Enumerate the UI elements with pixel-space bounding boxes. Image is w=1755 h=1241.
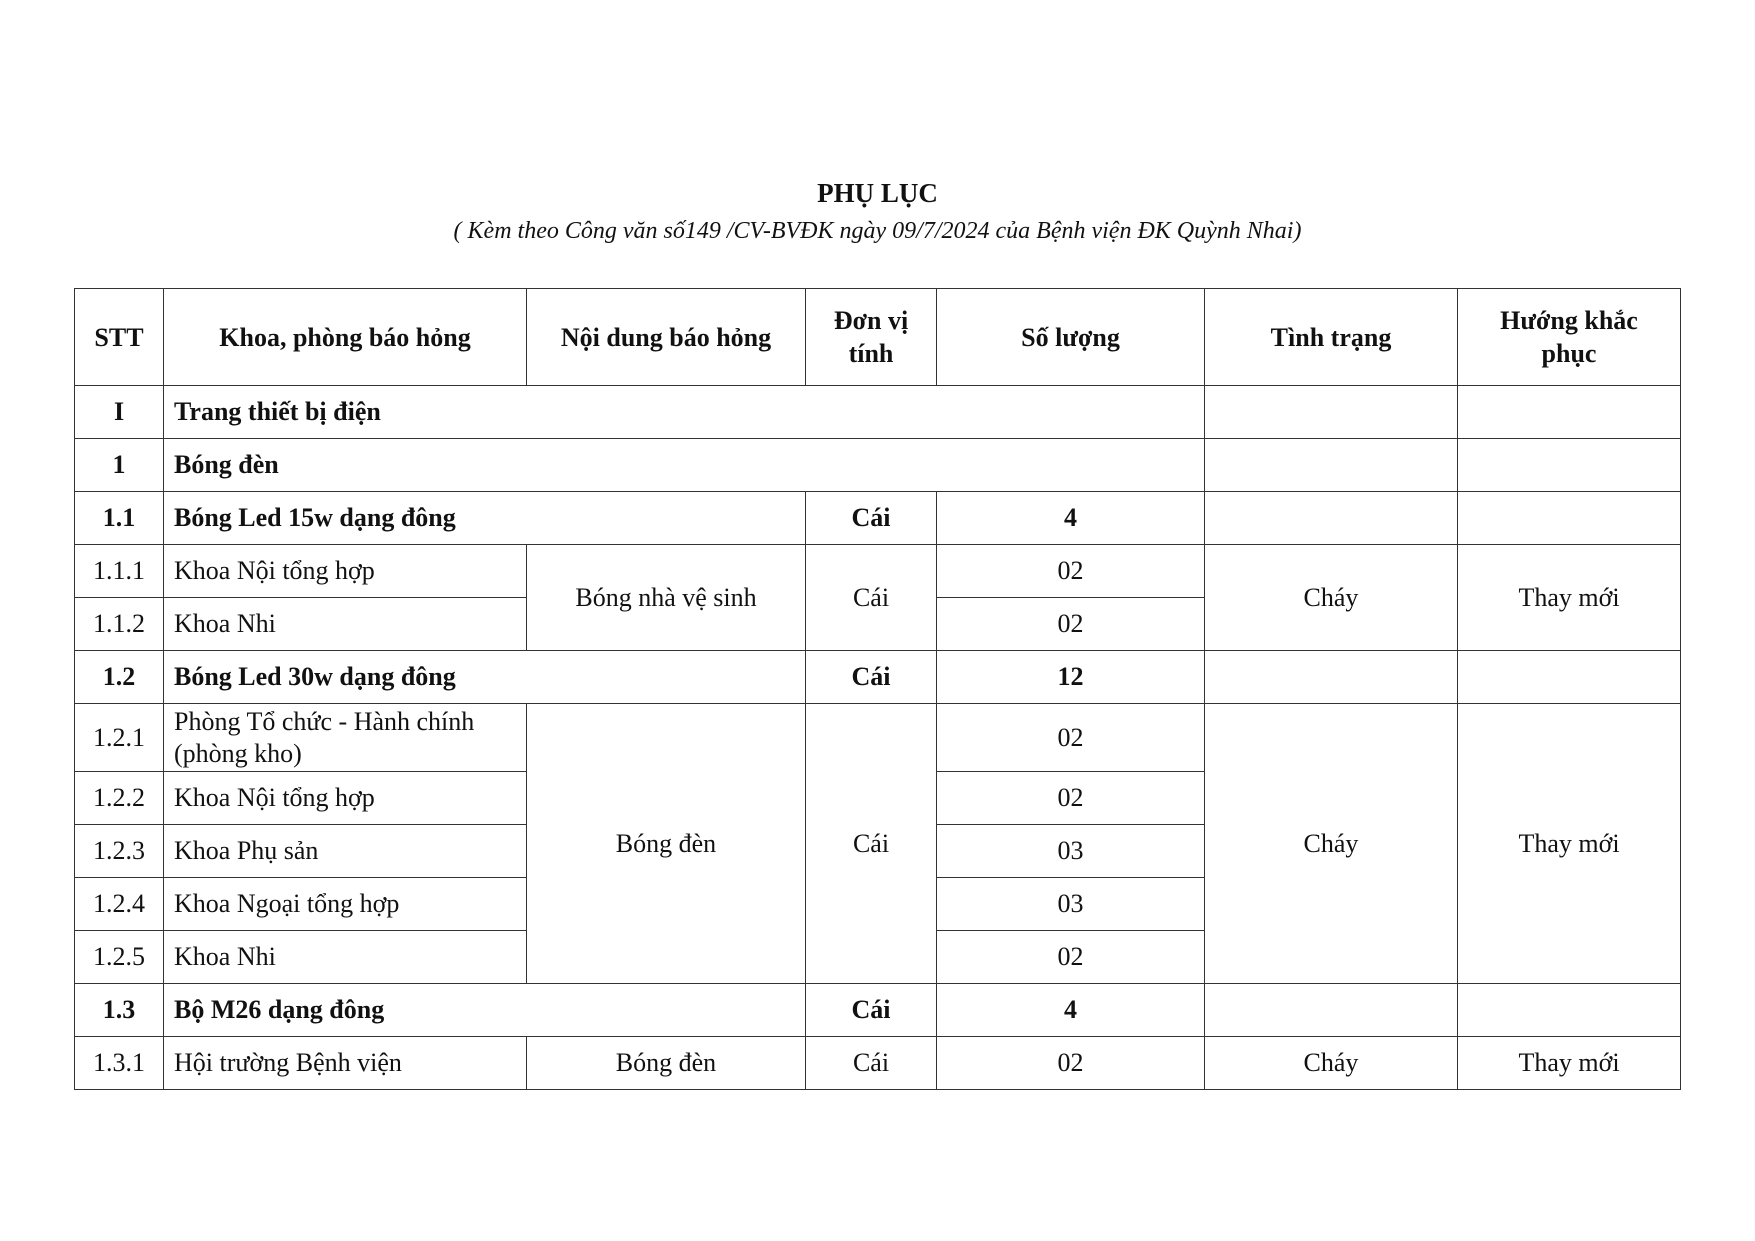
group-label: Bóng đèn (164, 439, 1205, 492)
subgroup-unit: Cái (806, 984, 937, 1037)
report-table (74, 288, 1681, 1090)
row-dept: Khoa Phụ sản (164, 825, 527, 878)
header-row (75, 289, 1681, 386)
group-stt: 1 (75, 439, 164, 492)
row-content: Bóng đèn (527, 704, 806, 984)
row-stt: 1.2.2 (75, 772, 164, 825)
header-unit-line2: tính (848, 339, 894, 368)
group-row (75, 439, 1681, 492)
subgroup-unit: Cái (806, 492, 937, 545)
row-qty: 02 (937, 704, 1205, 772)
table-row (75, 545, 1681, 598)
row-stt: 1.1.2 (75, 598, 164, 651)
row-qty: 02 (937, 545, 1205, 598)
empty-cell (1205, 984, 1458, 1037)
subgroup-qty: 4 (937, 492, 1205, 545)
row-stt: 1.2.5 (75, 931, 164, 984)
row-unit: Cái (806, 1037, 937, 1090)
header-fix (1458, 289, 1681, 386)
empty-cell (1458, 651, 1681, 704)
subgroup-label: Bóng Led 15w dạng đông (164, 492, 806, 545)
header-dept: Khoa, phòng báo hỏng (164, 289, 527, 386)
subgroup-stt: 1.3 (75, 984, 164, 1037)
row-stt: 1.2.4 (75, 878, 164, 931)
document-title: PHỤ LỤC (817, 178, 938, 208)
empty-cell (1205, 386, 1458, 439)
header-unit-line1: Đơn vị (833, 306, 909, 335)
header-status: Tình trạng (1205, 289, 1458, 386)
row-qty: 02 (937, 598, 1205, 651)
row-status: Cháy (1205, 545, 1458, 651)
table-row (75, 1037, 1681, 1090)
subgroup-row (75, 651, 1681, 704)
table-row (75, 704, 1681, 772)
row-dept: Khoa Ngoại tổng hợp (164, 878, 527, 931)
subgroup-row (75, 492, 1681, 545)
subgroup-label: Bộ M26 dạng đông (164, 984, 806, 1037)
subgroup-unit: Cái (806, 651, 937, 704)
header-qty: Số lượng (937, 289, 1205, 386)
row-stt: 1.1.1 (75, 545, 164, 598)
row-dept: Khoa Nội tổng hợp (164, 545, 527, 598)
row-stt: 1.2.1 (75, 704, 164, 772)
row-qty: 03 (937, 825, 1205, 878)
row-dept: Hội trường Bệnh viện (164, 1037, 527, 1090)
row-fix: Thay mới (1458, 704, 1681, 984)
subgroup-stt: 1.1 (75, 492, 164, 545)
empty-cell (1458, 984, 1681, 1037)
empty-cell (1458, 492, 1681, 545)
section-stt: I (75, 386, 164, 439)
empty-cell (1458, 386, 1681, 439)
row-qty: 03 (937, 878, 1205, 931)
subgroup-qty: 4 (937, 984, 1205, 1037)
row-status: Cháy (1205, 704, 1458, 984)
row-qty: 02 (937, 772, 1205, 825)
subgroup-row (75, 984, 1681, 1037)
row-qty: 02 (937, 931, 1205, 984)
header-fix-line1: Hướng khắc (1500, 306, 1638, 335)
subgroup-qty: 12 (937, 651, 1205, 704)
row-status: Cháy (1205, 1037, 1458, 1090)
row-stt: 1.2.3 (75, 825, 164, 878)
row-dept: Khoa Nội tổng hợp (164, 772, 527, 825)
empty-cell (1458, 439, 1681, 492)
row-stt: 1.3.1 (75, 1037, 164, 1090)
header-unit (806, 289, 937, 386)
row-dept (164, 704, 527, 772)
row-content: Bóng đèn (527, 1037, 806, 1090)
header-content: Nội dung báo hỏng (527, 289, 806, 386)
empty-cell (1205, 651, 1458, 704)
empty-cell (1205, 439, 1458, 492)
row-content: Bóng nhà vệ sinh (527, 545, 806, 651)
row-dept-line2: (phòng kho) (174, 738, 302, 768)
subgroup-stt: 1.2 (75, 651, 164, 704)
row-dept: Khoa Nhi (164, 598, 527, 651)
header-fix-line2: phục (1541, 339, 1597, 368)
row-fix: Thay mới (1458, 1037, 1681, 1090)
row-fix: Thay mới (1458, 545, 1681, 651)
section-label: Trang thiết bị điện (164, 386, 1205, 439)
row-dept: Khoa Nhi (164, 931, 527, 984)
row-unit: Cái (806, 704, 937, 984)
header-stt: STT (75, 289, 164, 386)
empty-cell (1205, 492, 1458, 545)
subgroup-label: Bóng Led 30w dạng đông (164, 651, 806, 704)
row-dept-line1: Phòng Tổ chức - Hành chính (174, 706, 475, 736)
document-subtitle: ( Kèm theo Công văn số149 /CV-BVĐK ngày 09/7/2024 của Bệnh viện ĐK Quỳnh Nhai) (453, 218, 1302, 244)
row-qty: 02 (937, 1037, 1205, 1090)
row-unit: Cái (806, 545, 937, 651)
section-row (75, 386, 1681, 439)
